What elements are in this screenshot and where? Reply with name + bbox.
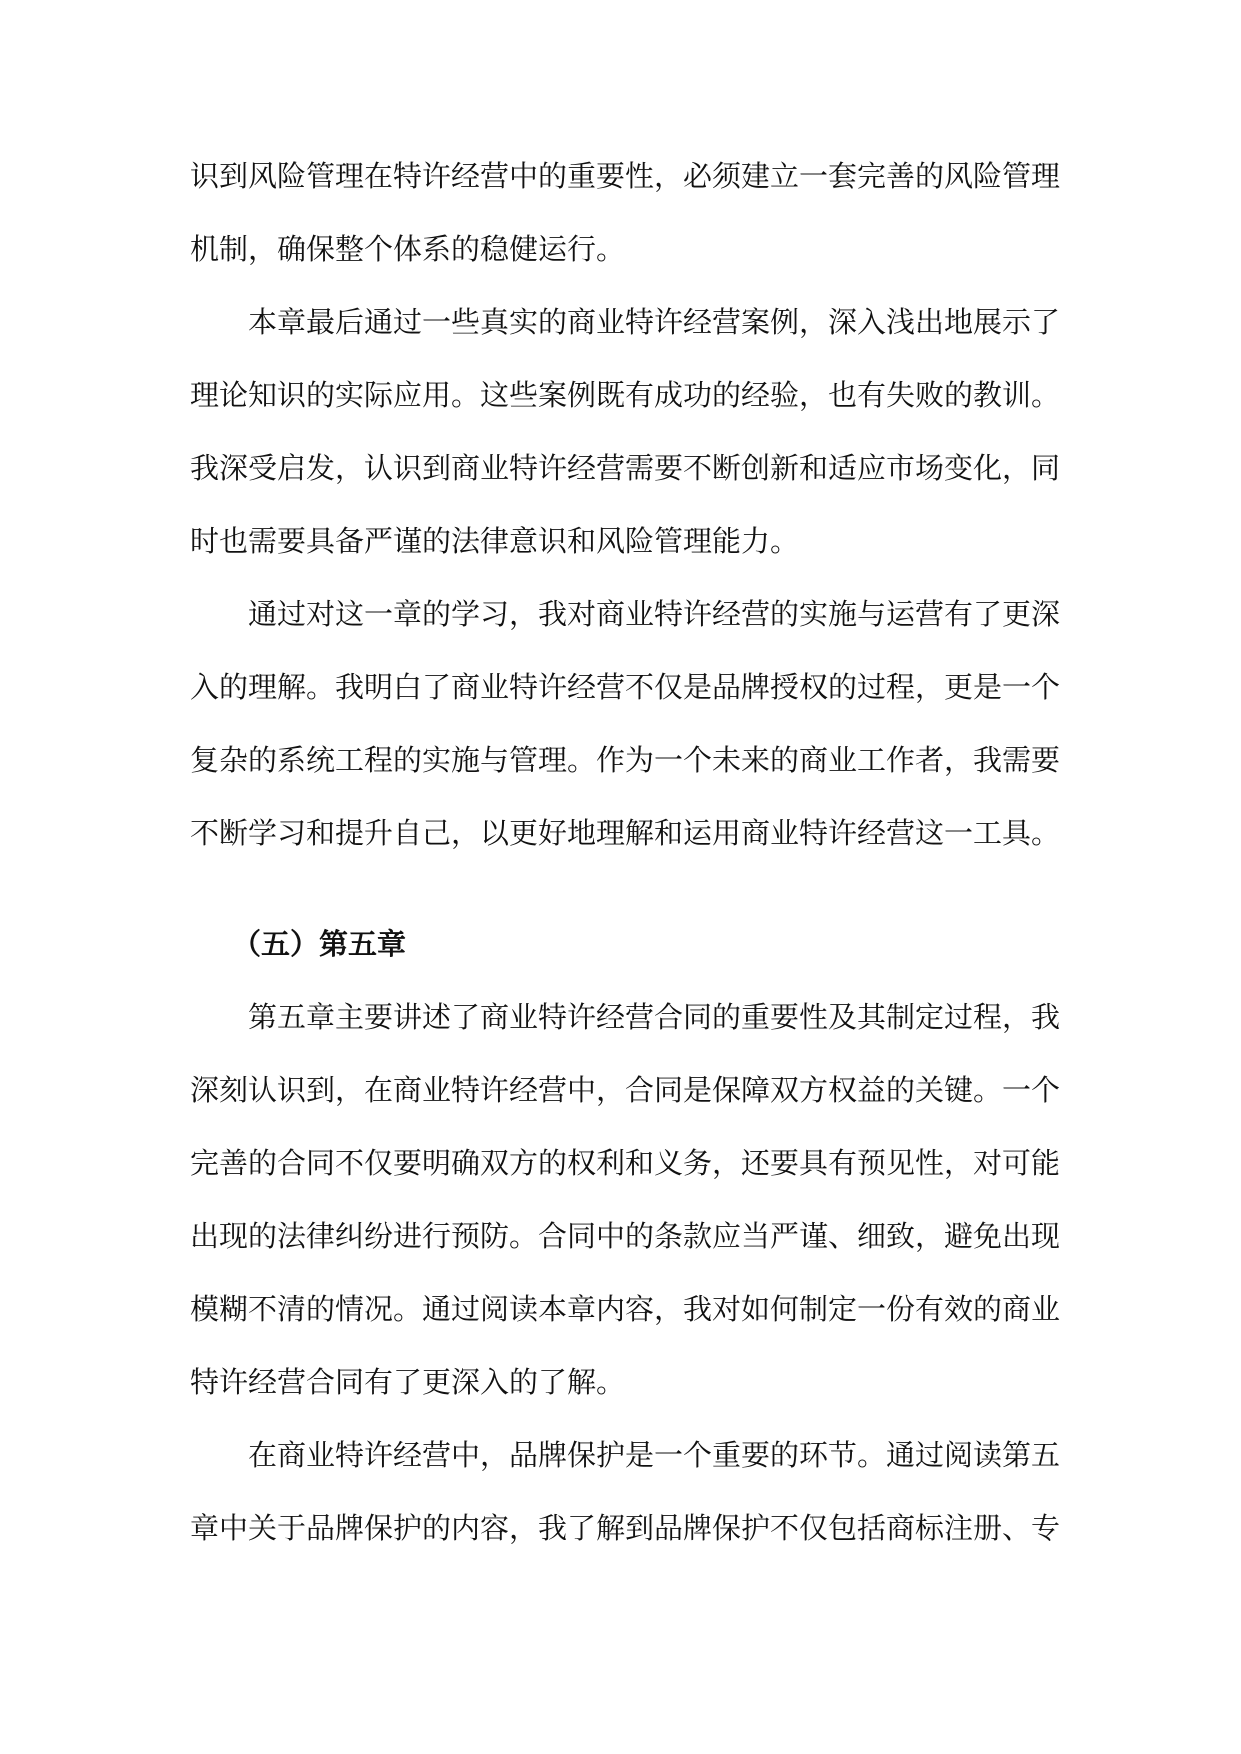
paragraph-4: 第五章主要讲述了商业特许经营合同的重要性及其制定过程，我深刻认识到，在商业特许经营中，合同是保障双方权益的关键。一个完善的合同不仅要明确双方的权利和义务，还要具有预见性，对可能出现的法律纠纷进行预防。合同中的条款应当严谨、细致，避免出现模糊不清的情况。通过阅读本章内容，我对如何制定一份有效的商业特许经营合同有了更深入的了解。 [190, 1000, 1061, 1399]
paragraph-1: 识到风险管理在特许经营中的重要性，必须建立一套完善的风险管理机制，确保整个体系的稳健运行。 [190, 159, 1061, 266]
paragraph-2: 本章最后通过一些真实的商业特许经营案例，深入浅出地展示了理论知识的实际应用。这些案例既有成功的经验，也有失败的教训。我深受启发，认识到商业特许经营需要不断创新和适应市场变化，同时也需要具备严谨的法律意识和风险管理能力。 [190, 305, 1061, 558]
paragraph-3: 通过对这一章的学习，我对商业特许经营的实施与运营有了更深入的理解。我明白了商业特许经营不仅是品牌授权的过程，更是一个复杂的系统工程的实施与管理。作为一个未来的商业工作者，我需要不断学习和提升自己，以更好地理解和运用商业特许经营这一工具。 [190, 597, 1061, 850]
paragraph-5: 在商业特许经营中，品牌保护是一个重要的环节。通过阅读第五章中关于品牌保护的内容，我了解到品牌保护不仅包括商标注册、专 [190, 1438, 1061, 1545]
section-heading: （五）第五章 [232, 927, 407, 961]
document-body [190, 140, 1060, 1565]
